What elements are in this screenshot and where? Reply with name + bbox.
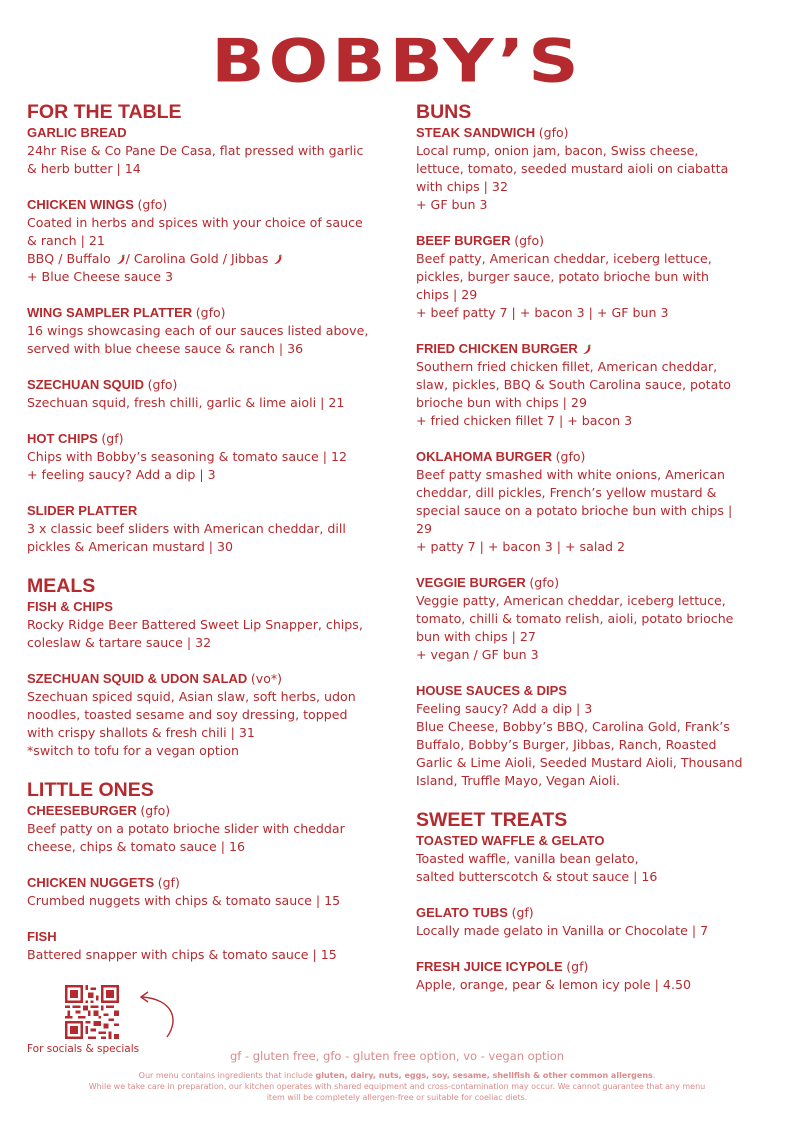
- menu-item-title: CHEESEBURGER: [27, 803, 137, 818]
- dietary-tag: (gf): [157, 875, 180, 890]
- description-line: Locally made gelato in Vanilla or Chocolate | 7: [416, 923, 709, 938]
- menu-item-name: [416, 832, 771, 850]
- description-line: cheese, chips & tomato sauce | 16: [27, 839, 245, 854]
- menu-item-description: [416, 142, 771, 214]
- chili-icon: [581, 344, 592, 355]
- menu-item-name: [27, 304, 387, 322]
- qr-caption: For socials & specials: [27, 1043, 140, 1055]
- menu-item-name: [27, 670, 387, 688]
- menu-item: [27, 874, 387, 910]
- description-line: Crumbed nuggets with chips & tomato sauce | 15: [27, 893, 341, 908]
- menu-item-name: [416, 448, 771, 466]
- menu-item-name: [416, 124, 771, 142]
- menu-item-name: [416, 682, 771, 700]
- menu-item: [416, 124, 771, 214]
- description-line: Garlic & Lime Aioli, Seeded Mustard Aioli, Thousand: [416, 755, 743, 770]
- dietary-tag: (gfo): [529, 575, 560, 590]
- menu-item-title: FRESH JUICE ICYPOLE: [416, 959, 563, 974]
- menu-item-description: [27, 520, 387, 556]
- description-line: 29: [416, 521, 433, 536]
- description-line: served with blue cheese sauce & ranch | 36: [27, 341, 304, 356]
- menu-item-description: [27, 214, 387, 286]
- menu-item-description: [27, 688, 387, 760]
- menu-item-description: [416, 922, 771, 940]
- description-line: salted butterscotch & stout sauce | 16: [416, 869, 658, 884]
- menu-item-title: HOUSE SAUCES & DIPS: [416, 683, 567, 698]
- menu-item-title: BEEF BURGER: [416, 233, 511, 248]
- menu-item: [27, 124, 387, 178]
- description-line: Island, Truffle Mayo, Vegan Aioli.: [416, 773, 621, 788]
- menu-item: [416, 232, 771, 322]
- disclaimer-line2: While we take care in preparation, our kitchen operates with shared equipment and cross-contamination may occur. We cannot guarantee that any menu: [88, 1082, 706, 1091]
- menu-item: [416, 448, 771, 556]
- description-line: Battered snapper with chips & tomato sauce | 15: [27, 947, 337, 962]
- menu-item: [27, 430, 387, 484]
- menu-item: [416, 574, 771, 664]
- description-line: + feeling saucy? Add a dip | 3: [27, 467, 216, 482]
- menu-item-title: FISH: [27, 929, 57, 944]
- description-line: Southern fried chicken fillet, American cheddar,: [416, 359, 718, 374]
- menu-item-name: [27, 874, 387, 892]
- menu-item-title: HOT CHIPS: [27, 431, 98, 446]
- description-line: cheddar, dill pickles, French’s yellow mustard &: [416, 485, 717, 500]
- description-line: Toasted waffle, vanilla bean gelato,: [416, 851, 639, 866]
- menu-item-name: [416, 904, 771, 922]
- dietary-tag: (gf): [101, 431, 124, 446]
- section-title: SWEET TREATS: [416, 809, 568, 831]
- dietary-tag: (gfo): [195, 305, 226, 320]
- menu-item-title: SZECHUAN SQUID: [27, 377, 145, 392]
- section-title: MEALS: [27, 575, 96, 597]
- description-line: noodles, toasted sesame and soy dressing, topped: [27, 707, 348, 722]
- menu-item: [416, 958, 771, 994]
- menu-item: [27, 196, 387, 286]
- menu-item-title: VEGGIE BURGER: [416, 575, 526, 590]
- sauce-text: BBQ / Buffalo: [27, 251, 115, 266]
- description-line: Beef patty smashed with white onions, American: [416, 467, 726, 482]
- description-line: 16 wings showcasing each of our sauces listed above,: [27, 323, 369, 338]
- menu-item-title: CHICKEN WINGS: [27, 197, 134, 212]
- menu-item-description: [27, 394, 387, 412]
- disclaimer-line3: item will be completely allergen-free or suitable for coeliac diets.: [266, 1093, 528, 1102]
- menu-item-name: [416, 340, 771, 358]
- sauce-text: / Carolina Gold / Jibbas: [125, 251, 273, 266]
- menu-item-description: [27, 946, 387, 964]
- menu-item-name: [416, 574, 771, 592]
- dietary-tag: (gfo): [555, 449, 586, 464]
- dietary-tag: (gfo): [137, 197, 168, 212]
- menu-item-name: [27, 502, 387, 520]
- menu-item-description: [27, 892, 387, 910]
- menu-item-name: [27, 376, 387, 394]
- description-line: Apple, orange, pear & lemon icy pole | 4.50: [416, 977, 691, 992]
- menu-item-name: [27, 124, 387, 142]
- menu-item-name: [416, 958, 771, 976]
- section-title: LITTLE ONES: [27, 779, 154, 801]
- allergen-disclaimer: [20, 1070, 774, 1103]
- menu-item: [27, 670, 387, 760]
- description-line: & ranch | 21: [27, 233, 105, 248]
- menu-item-title: FRIED CHICKEN BURGER: [416, 341, 578, 356]
- dietary-legend: gf - gluten free, gfo - gluten free option, vo - vegan option: [229, 1049, 565, 1063]
- menu-item-description: [27, 820, 387, 856]
- description-line: with chips | 32: [416, 179, 508, 194]
- section-buns: [416, 100, 771, 790]
- menu-item-name: [27, 430, 387, 448]
- description-line: chips | 29: [416, 287, 478, 302]
- disclaimer-prefix: Our menu contains ingredients that include: [138, 1071, 316, 1080]
- section-title: FOR THE TABLE: [27, 101, 182, 123]
- dietary-tag: (vo*): [250, 671, 282, 686]
- menu-item-title: GARLIC BREAD: [27, 125, 127, 140]
- disclaimer-suffix: .: [652, 1071, 656, 1080]
- description-line: pickles, burger sauce, potato brioche bun with: [416, 269, 710, 284]
- menu-item: [27, 802, 387, 856]
- menu-item: [416, 904, 771, 940]
- menu-item-name: [27, 802, 387, 820]
- description-line: Beef patty on a potato brioche slider with cheddar: [27, 821, 345, 836]
- right-column: [416, 100, 771, 1012]
- description-line: Buffalo, Bobby’s Burger, Jibbas, Ranch, Roasted: [416, 737, 717, 752]
- qr-code-icon[interactable]: [65, 985, 119, 1039]
- menu-item-name: [27, 928, 387, 946]
- menu-item: [27, 304, 387, 358]
- menu-item-title: WING SAMPLER PLATTER: [27, 305, 193, 320]
- description-line: slaw, pickles, BBQ & South Carolina sauce, potato: [416, 377, 731, 392]
- description-line: [27, 250, 387, 268]
- curved-arrow-icon: [132, 989, 192, 1039]
- disclaimer-allergens: gluten, dairy, nuts, eggs, soy, sesame, shellfish & other common allergens: [315, 1071, 653, 1080]
- description-line: special sauce on a potato brioche bun with chips |: [416, 503, 733, 518]
- menu-item-description: [416, 700, 771, 790]
- dietary-tag: (gfo): [538, 125, 569, 140]
- description-line: Chips with Bobby’s seasoning & tomato sauce | 12: [27, 449, 347, 464]
- menu-item: [27, 598, 387, 652]
- items-list: [27, 802, 387, 964]
- dietary-tag: (gfo): [514, 233, 544, 248]
- menu-item-title: TOASTED WAFFLE & GELATO: [416, 833, 605, 848]
- dietary-tag: (gf): [511, 905, 534, 920]
- menu-item-title: STEAK SANDWICH: [416, 125, 536, 140]
- items-list: [27, 124, 387, 556]
- description-line: Szechuan spiced squid, Asian slaw, soft herbs, udon: [27, 689, 356, 704]
- menu-item: [27, 502, 387, 556]
- description-line: lettuce, tomato, seeded mustard aioli on ciabatta: [416, 161, 729, 176]
- description-line: + Blue Cheese sauce 3: [27, 269, 173, 284]
- menu-item-description: [27, 322, 387, 358]
- menu-item-description: [416, 976, 771, 994]
- description-line: Beef patty, American cheddar, iceberg lettuce,: [416, 251, 712, 266]
- menu-item: [416, 832, 771, 886]
- menu-item-description: [27, 448, 387, 484]
- menu-item-description: [416, 592, 771, 664]
- description-line: pickles & American mustard | 30: [27, 539, 233, 554]
- menu-item: [27, 928, 387, 964]
- menu-item-description: [27, 142, 387, 178]
- description-line: + vegan / GF bun 3: [416, 647, 539, 662]
- description-line: Feeling saucy? Add a dip | 3: [416, 701, 593, 716]
- section-for-the-table: [27, 100, 387, 556]
- description-line: + fried chicken fillet 7 | + bacon 3: [416, 413, 633, 428]
- description-line: tomato, chilli & tomato relish, aioli, potato brioche: [416, 611, 734, 626]
- description-line: *switch to tofu for a vegan option: [27, 743, 239, 758]
- section-little-ones: [27, 778, 387, 964]
- items-list: [416, 124, 771, 790]
- section-sweet-treats: [416, 808, 771, 994]
- description-line: + GF bun 3: [416, 197, 488, 212]
- description-line: + beef patty 7 | + bacon 3 | + GF bun 3: [416, 305, 669, 320]
- description-line: Rocky Ridge Beer Battered Sweet Lip Snapper, chips,: [27, 617, 363, 632]
- menu-item: [416, 340, 771, 430]
- menu-item-title: CHICKEN NUGGETS: [27, 875, 155, 890]
- description-line: brioche bun with chips | 29: [416, 395, 587, 410]
- menu-item-title: GELATO TUBS: [416, 905, 508, 920]
- dietary-tag: (gfo): [140, 803, 171, 818]
- menu-item-name: [416, 232, 771, 250]
- menu-item-description: [27, 616, 387, 652]
- menu-item-description: [416, 466, 771, 556]
- section-title: BUNS: [416, 101, 472, 123]
- description-line: 3 x classic beef sliders with American cheddar, dill: [27, 521, 346, 536]
- menu-item-description: [416, 358, 771, 430]
- description-line: Blue Cheese, Bobby’s BBQ, Carolina Gold, Frank’s: [416, 719, 730, 734]
- menu-item-title: FISH & CHIPS: [27, 599, 113, 614]
- description-line: 24hr Rise & Co Pane De Casa, flat pressed with garlic: [27, 143, 364, 158]
- items-list: [27, 598, 387, 760]
- description-line: Local rump, onion jam, bacon, Swiss cheese,: [416, 143, 699, 158]
- menu-item-name: [27, 196, 387, 214]
- dietary-tag: (gfo): [147, 377, 178, 392]
- left-column: [27, 100, 387, 982]
- menu-item-title: SLIDER PLATTER: [27, 503, 138, 518]
- menu-item-title: SZECHUAN SQUID & UDON SALAD: [27, 671, 248, 686]
- description-line: + patty 7 | + bacon 3 | + salad 2: [416, 539, 626, 554]
- items-list: [416, 832, 771, 994]
- description-line: Szechuan squid, fresh chilli, garlic & lime aioli | 21: [27, 395, 345, 410]
- chili-icon: [115, 254, 126, 265]
- description-line: & herb butter | 14: [27, 161, 141, 176]
- section-meals: [27, 574, 387, 760]
- description-line: Coated in herbs and spices with your choice of sauce: [27, 215, 363, 230]
- menu-item: [416, 682, 771, 790]
- menu-item: [27, 376, 387, 412]
- chili-icon: [272, 254, 283, 265]
- menu-item-name: [27, 598, 387, 616]
- menu-item-title: OKLAHOMA BURGER: [416, 449, 553, 464]
- description-line: coleslaw & tartare sauce | 32: [27, 635, 212, 650]
- menu-item-description: [416, 250, 771, 322]
- description-line: with crispy shallots & fresh chili | 31: [27, 725, 255, 740]
- menu-item-description: [416, 850, 771, 886]
- description-line: bun with chips | 27: [416, 629, 536, 644]
- dietary-tag: (gf): [566, 959, 589, 974]
- brand-title: BOBBY’S: [211, 26, 583, 96]
- description-line: Veggie patty, American cheddar, iceberg lettuce,: [416, 593, 726, 608]
